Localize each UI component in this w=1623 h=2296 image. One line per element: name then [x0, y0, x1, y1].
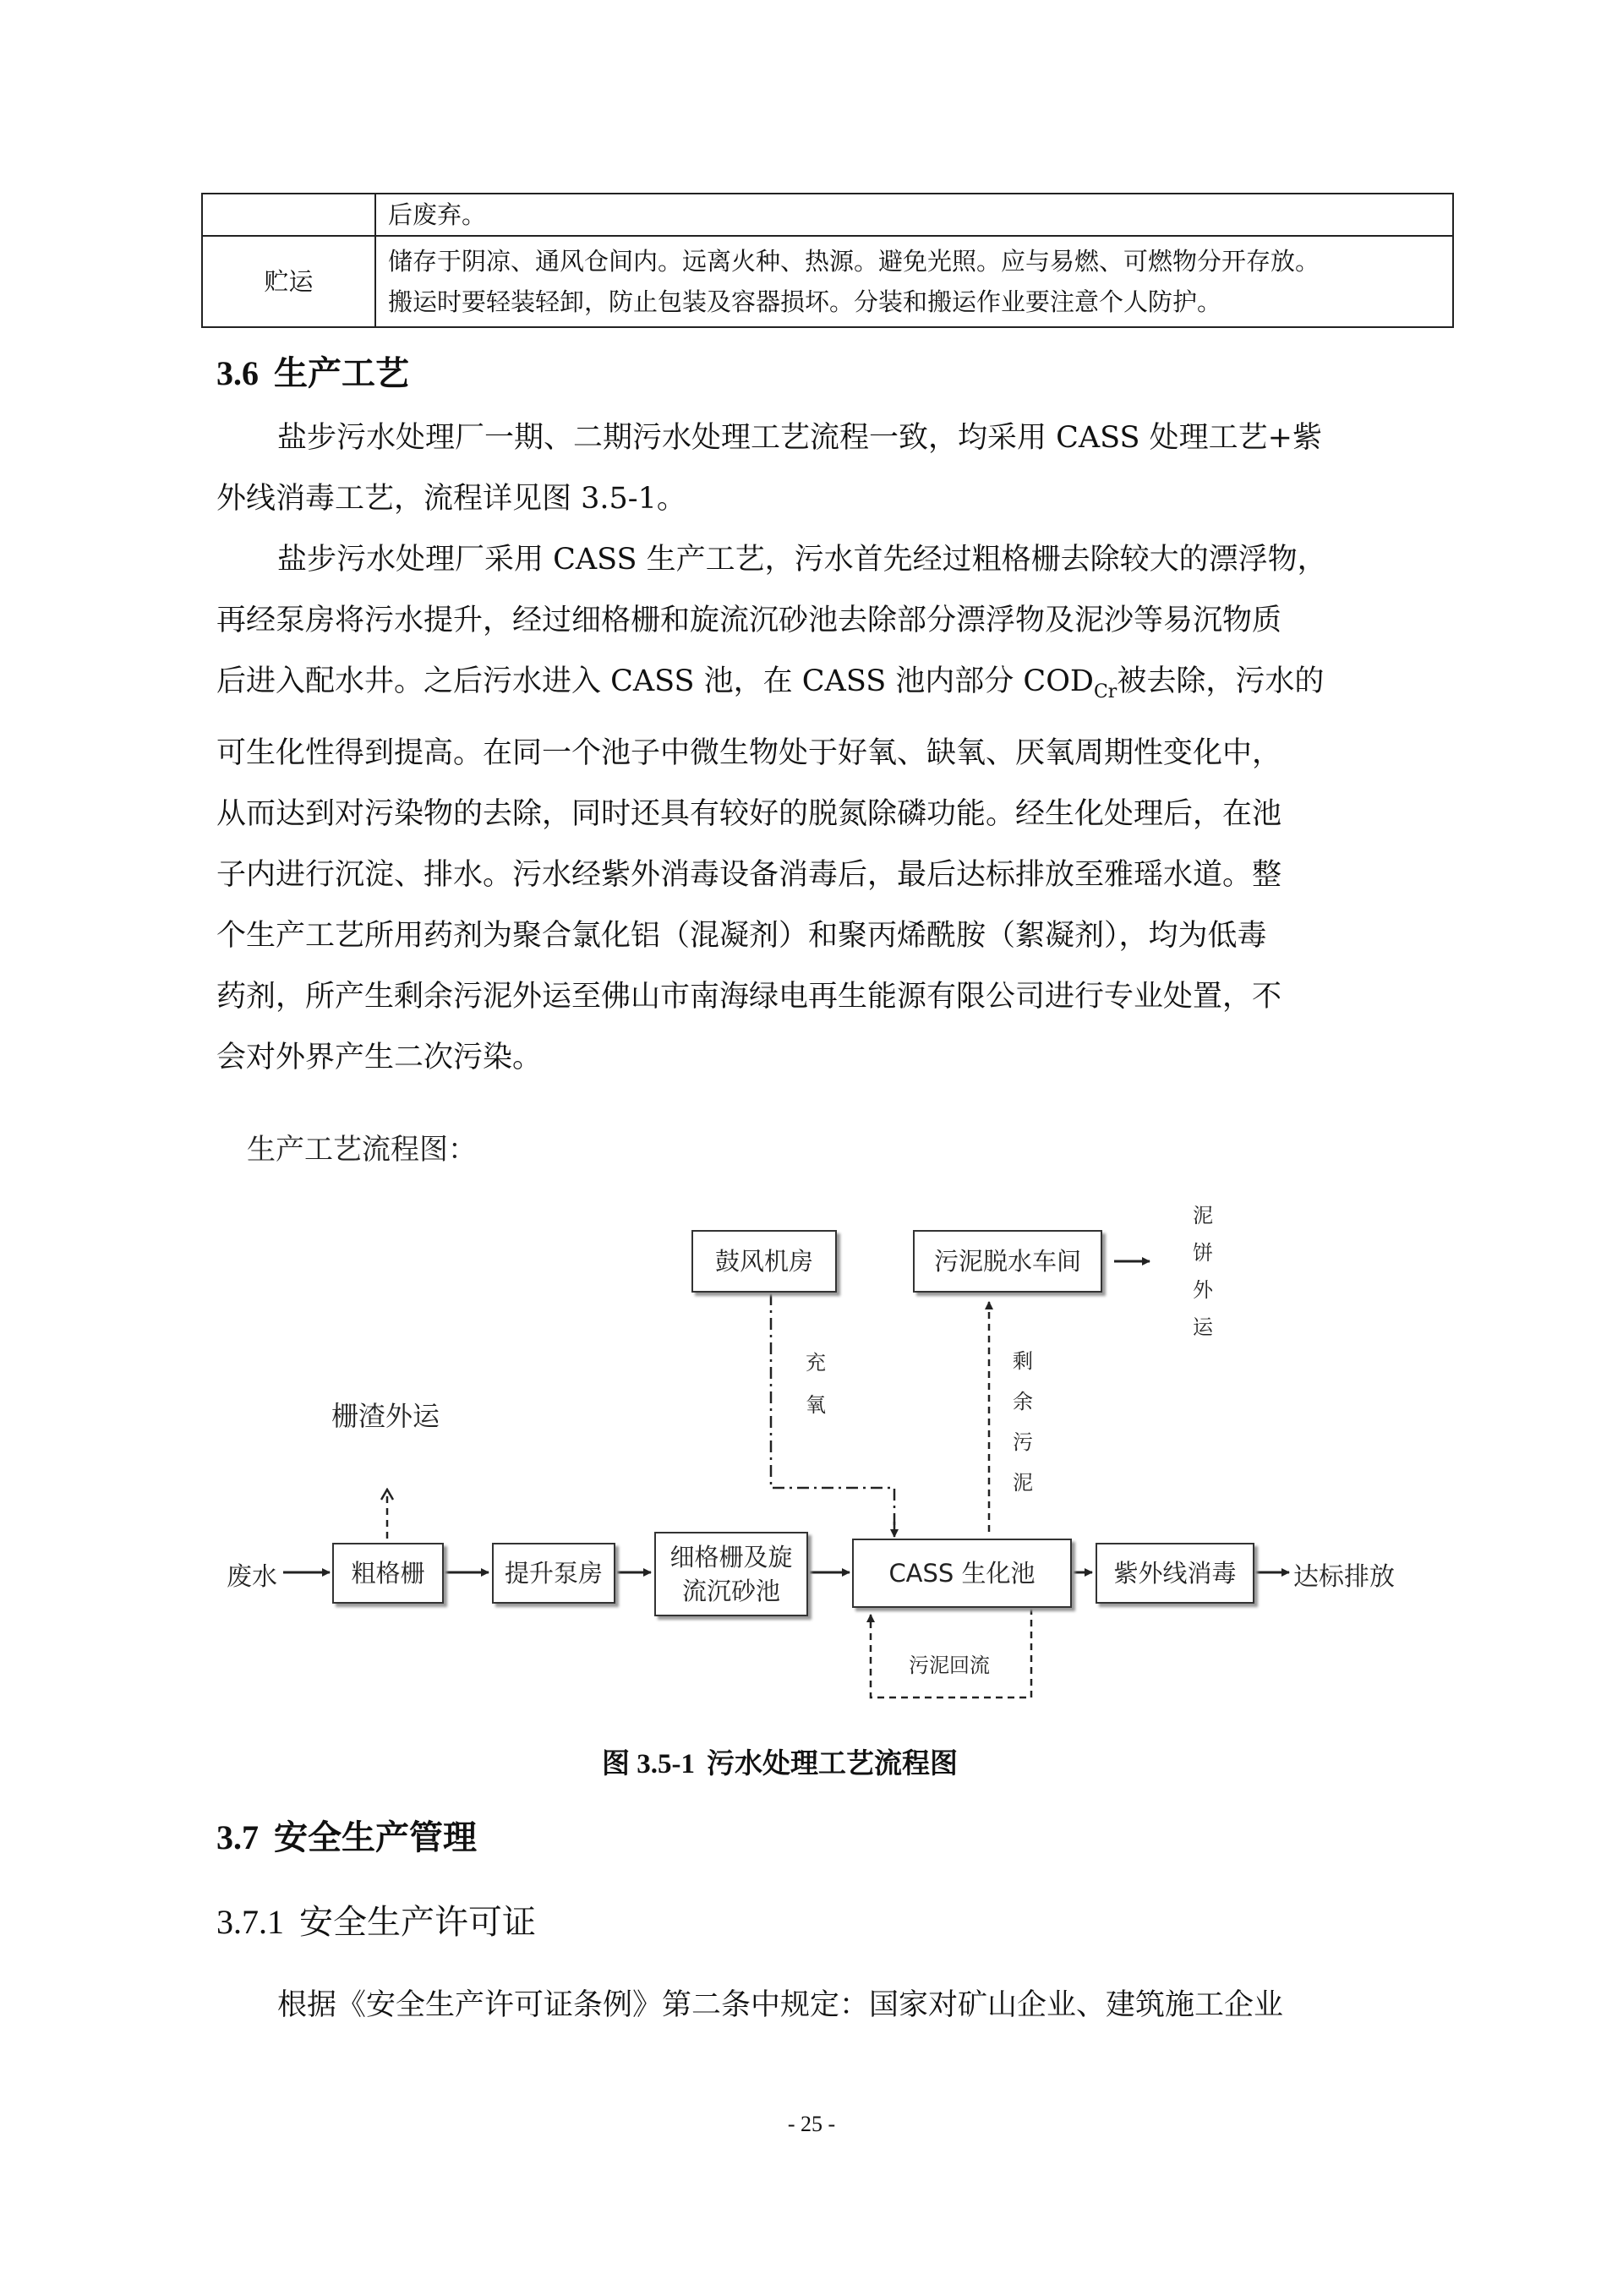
caption-number: 图 3.5-1	[602, 1749, 695, 1779]
blower-room-box: 鼓风机房	[691, 1230, 837, 1293]
page-number: - 25 -	[787, 2112, 836, 2136]
table-text-line: 储存于阴凉、通风仓间内。远离火种、热源。避免光照。应与易燃、可燃物分开存放。	[388, 247, 1320, 276]
discharge-label: 达标排放	[1293, 1562, 1395, 1592]
section-number: 3.7	[216, 1818, 259, 1856]
figure-caption	[602, 1741, 958, 1781]
table-cell-text: 后废弃。	[375, 194, 1453, 236]
section-heading-3-7-1	[216, 1895, 536, 1943]
screenings-label: 栅渣外运	[331, 1400, 440, 1432]
para-line: 子内进行沉淀、排水。污水经紫外消毒设备消毒后，最后达标排放至雅瑶水道。整	[216, 858, 1282, 892]
line-blower-cass	[771, 1293, 894, 1534]
cake-char: 运	[1193, 1315, 1213, 1339]
excess-char: 泥	[1013, 1471, 1033, 1495]
paragraph-3	[216, 1975, 1421, 2036]
para-line: 从而达到对污染物的去除，同时还具有较好的脱氮除磷功能。经生化处理后，在池	[216, 797, 1282, 831]
fine-line-2: 流沉砂池	[681, 1577, 780, 1605]
section-title: 安全生产许可证	[299, 1903, 536, 1942]
coarse-screen-box: 粗格栅	[332, 1543, 444, 1604]
cake-char: 泥	[1193, 1204, 1213, 1227]
section-number: 3.7.1	[216, 1903, 284, 1941]
oxygen-char: 氧	[806, 1393, 826, 1417]
cass-tank-box: CASS 生化池	[852, 1539, 1072, 1608]
cake-char: 外	[1193, 1278, 1213, 1302]
cake-char: 饼	[1193, 1241, 1213, 1265]
para-line: 药剂，所产生剩余污泥外运至佛山市南海绿电再生能源有限公司进行专业处置，不	[216, 980, 1282, 1014]
para-line: 可生化性得到提高。在同一个池子中微生物处于好氧、缺氧、厌氧周期性变化中，	[216, 736, 1282, 770]
para-text: 被去除，污水的	[1117, 664, 1325, 698]
para-text: 后进入配水井。之后污水进入 CASS 池，在 CASS 池内部分 COD	[216, 664, 1094, 698]
caption-text: 污水处理工艺流程图	[707, 1747, 958, 1779]
excess-char: 剩	[1013, 1349, 1033, 1373]
table-text-line: 搬运时要轻装轻卸，防止包装及容器损坏。分装和搬运作业要注意个人防护。	[388, 287, 1222, 316]
wastewater-label: 废水	[227, 1562, 277, 1592]
uv-disinfection-box: 紫外线消毒	[1096, 1543, 1254, 1604]
fine-screen-grit-box	[654, 1532, 808, 1616]
section-number: 3.6	[216, 354, 259, 392]
para-line: 再经泵房将污水提升，经过细格栅和旋流沉砂池去除部分漂浮物及泥沙等易沉物质	[216, 604, 1282, 637]
section-heading-3-7	[216, 1811, 477, 1859]
excess-char: 污	[1013, 1430, 1033, 1454]
table-cell-label: 贮运	[202, 236, 375, 327]
sludge-return-label: 污泥回流	[909, 1654, 990, 1677]
para-line: 会对外界产生二次污染。	[216, 1041, 543, 1074]
para-line: 个生产工艺所用药剂为聚合氯化铝（混凝剂）和聚丙烯酰胺（絮凝剂），均为低毒	[216, 919, 1267, 953]
para-line: 盐步污水处理厂采用 CASS 生产工艺，污水首先经过粗格栅去除较大的漂浮物，	[277, 543, 1327, 577]
excess-char: 余	[1013, 1390, 1033, 1413]
fine-line-1: 细格栅及旋	[669, 1543, 793, 1572]
para-line: 外线消毒工艺，流程详见图 3.5-1。	[216, 482, 686, 516]
para-line: 盐步污水处理厂一期、二期污水处理工艺流程一致，均采用 CASS 处理工艺+紫	[277, 421, 1322, 455]
flow-title: 生产工艺流程图：	[247, 1133, 477, 1167]
para-line: 根据《安全生产许可证条例》第二条中规定：国家对矿山企业、建筑施工企业	[277, 1988, 1284, 2022]
dewatering-room-box: 污泥脱水车间	[913, 1230, 1102, 1293]
lift-pump-box: 提升泵房	[492, 1543, 615, 1604]
section-title: 安全生产管理	[274, 1818, 477, 1857]
section-title: 生产工艺	[274, 353, 409, 393]
oxygen-char: 充	[806, 1351, 826, 1375]
subscript: Cr	[1093, 681, 1118, 702]
